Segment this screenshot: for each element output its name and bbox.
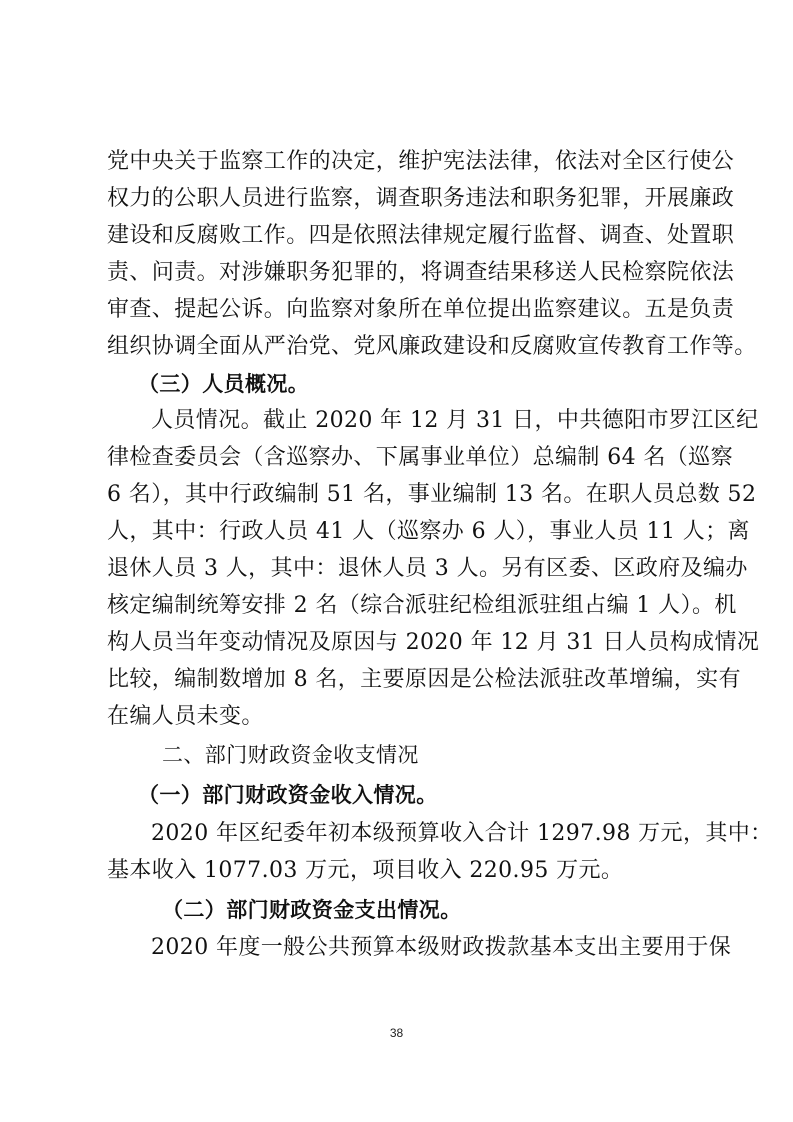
chapter-heading: 二、部门财政资金收支情况: [162, 743, 419, 767]
body-text-line: 党中央关于监察工作的决定，维护宪法法律，依法对全区行使公: [107, 149, 735, 174]
body-text-line: 组织协调全面从严治党、党风廉政建设和反腐败宣传教育工作等。: [107, 334, 757, 359]
body-text-line: 责、问责。对涉嫌职务犯罪的，将调查结果移送人民检察院依法: [107, 260, 735, 285]
body-text-line: 构人员当年变动情况及原因与 2020 年 12 月 31 日人员构成情况: [107, 630, 760, 655]
body-text-line: 审查、提起公诉。向监察对象所在单位提出监察建议。五是负责: [107, 297, 735, 322]
body-text-line: 律检查委员会（含巡察办、下属事业单位）总编制 64 名（巡察: [107, 445, 733, 470]
body-text-line: 基本收入 1077.03 万元，项目收入 220.95 万元。: [107, 858, 624, 883]
body-text-line: 人员情况。截止 2020 年 12 月 31 日，中共德阳市罗江区纪: [151, 408, 759, 433]
body-text-line: 6 名），其中行政编制 51 名，事业编制 13 名。在职人员总数 52: [107, 482, 757, 507]
body-text-line: 2020 年度一般公共预算本级财政拨款基本支出主要用于保: [151, 935, 732, 960]
section-heading: （二）部门财政资金支出情况。: [162, 898, 462, 922]
section-heading: （一）部门财政资金收入情况。: [138, 783, 438, 807]
body-text-line: 比较，编制数增加 8 名，主要原因是公检法派驻改革增编，实有: [107, 667, 741, 692]
body-text-line: 核定编制统筹安排 2 名（综合派驻纪检组派驻组占编 1 人）。机: [107, 593, 737, 618]
body-text-line: 退休人员 3 人，其中：退休人员 3 人。另有区委、区政府及编办: [107, 556, 748, 581]
page-number: 38: [389, 1026, 404, 1040]
body-text-line: 2020 年区纪委年初本级预算收入合计 1297.98 万元，其中：: [151, 821, 773, 846]
body-text-line: 建设和反腐败工作。四是依照法律规定履行监督、调查、处置职: [107, 223, 735, 248]
section-heading: （三）人员概况。: [138, 372, 310, 396]
body-text-line: 人，其中：行政人员 41 人（巡察办 6 人），事业人员 11 人；离: [107, 519, 750, 544]
body-text-line: 在编人员未变。: [107, 704, 264, 729]
body-text-line: 权力的公职人员进行监察，调查职务违法和职务犯罪，开展廉政: [107, 186, 735, 211]
